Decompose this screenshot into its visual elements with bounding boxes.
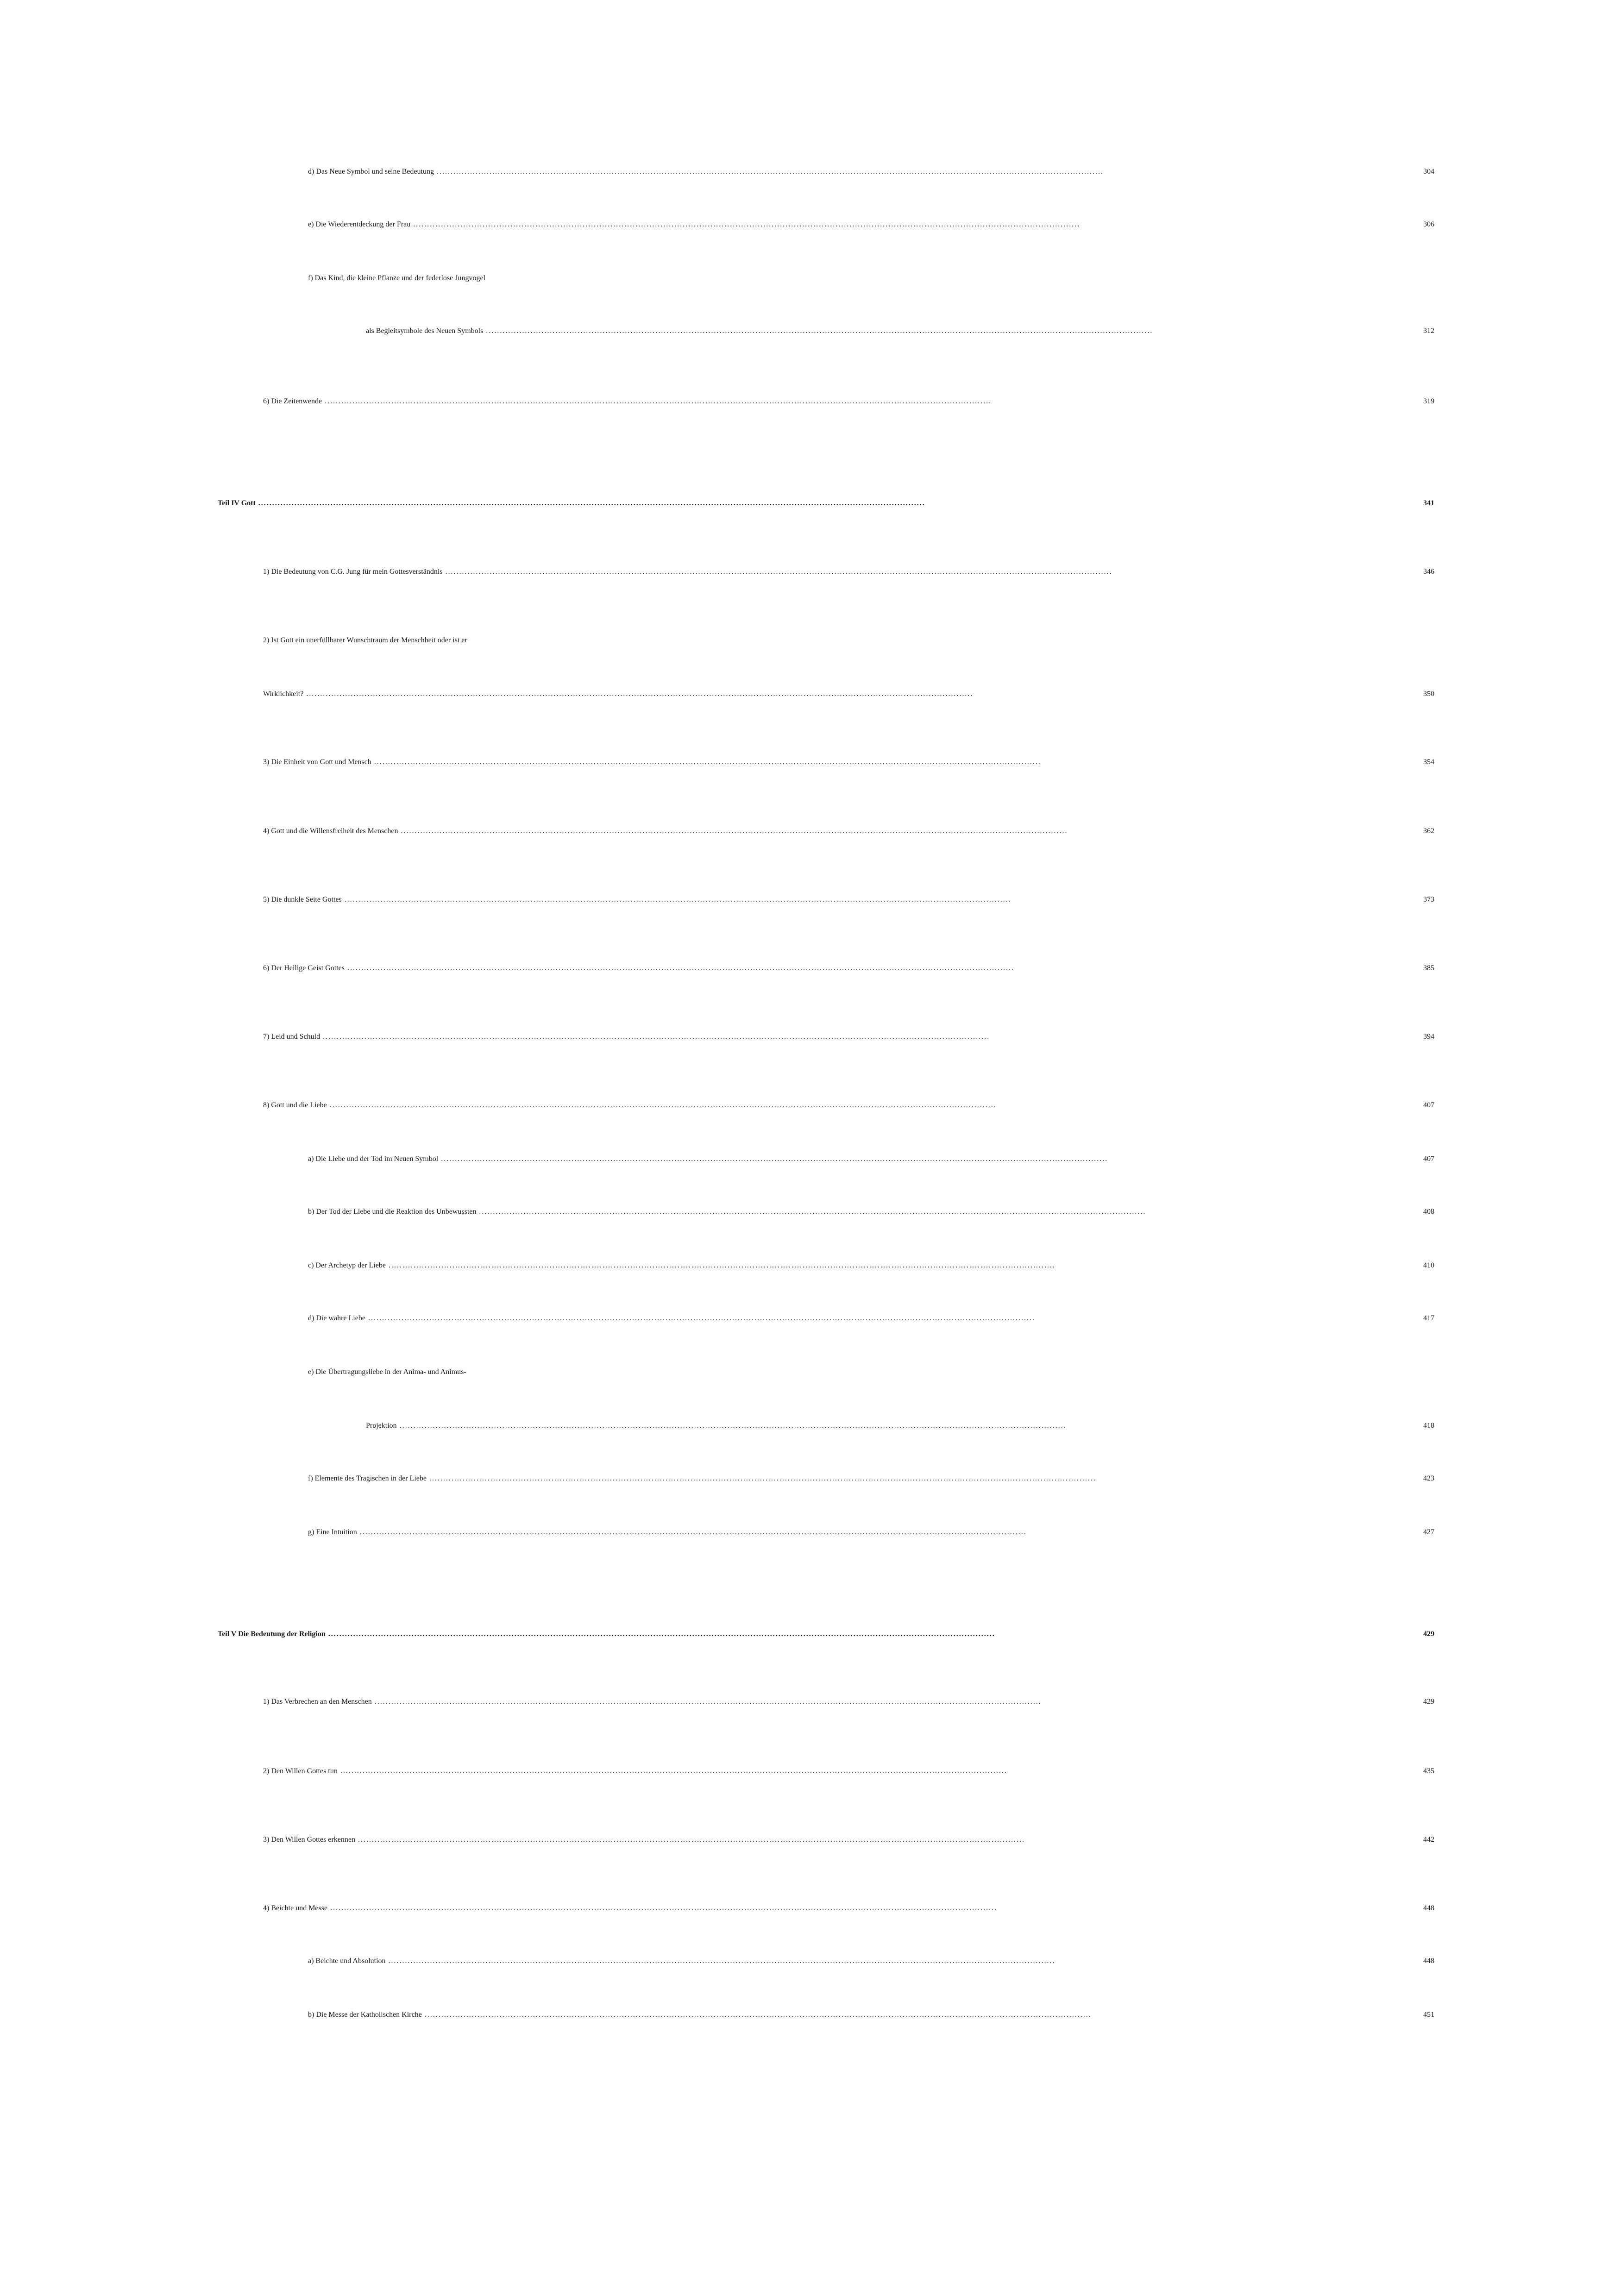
toc-entry-title: 1) Die Bedeutung von C.G. Jung für mein Gottesverständnis (263, 568, 443, 576)
toc-entry-subsection (366, 1422, 1434, 1430)
toc-entry-page: 394 (1423, 1033, 1434, 1041)
toc-entry-page: 407 (1423, 1101, 1434, 1109)
toc-entry-title: b) Die Messe der Katholischen Kirche (308, 2011, 422, 2019)
toc-entry-page: 451 (1423, 2011, 1434, 2019)
toc-entry-title: 4) Beichte und Messe (263, 1904, 328, 1912)
toc-entry-title: f) Elemente des Tragischen in der Liebe (308, 1474, 427, 1482)
leader-dots (360, 1528, 1420, 1537)
leader-dots (441, 1155, 1420, 1163)
leader-dots (340, 1767, 1420, 1775)
toc-entry-page: 442 (1423, 1836, 1434, 1844)
toc-entry-title: 7) Leid und Schuld (263, 1033, 320, 1041)
toc-entry-page: 385 (1423, 964, 1434, 972)
toc-entry-title-line1: e) Die Übertragungsliebe in der Anima- und Animus- (308, 1368, 466, 1376)
leader-dots (429, 1474, 1420, 1483)
leader-dots (437, 168, 1420, 176)
leader-dots (400, 1422, 1420, 1430)
toc-entry-page: 350 (1423, 690, 1434, 698)
toc-entry-section (263, 964, 1434, 972)
leader-dots (323, 1033, 1420, 1041)
toc-entry-page: 429 (1423, 1630, 1434, 1638)
toc-entry-subsection (308, 220, 1434, 229)
toc-entry-page: 306 (1423, 220, 1434, 228)
leader-dots (325, 397, 1420, 406)
toc-entry-title: d) Die wahre Liebe (308, 1314, 365, 1322)
leader-dots (330, 1101, 1420, 1110)
leader-dots (374, 758, 1420, 766)
toc-entry-subsection (308, 1957, 1434, 1965)
leader-dots (306, 690, 1420, 698)
toc-entry-subsection (366, 327, 1434, 335)
toc-entry-title: 6) Die Zeitenwende (263, 397, 322, 405)
toc-entry-subsection (308, 1314, 1434, 1323)
toc-entry-title: c) Der Archetyp der Liebe (308, 1261, 386, 1269)
toc-entry-title: 5) Die dunkle Seite Gottes (263, 896, 342, 903)
toc-entry-page: 429 (1423, 1698, 1434, 1706)
toc-entry-section (263, 1101, 1434, 1110)
toc-entry-page: 408 (1423, 1208, 1434, 1216)
toc-entry-title: als Begleitsymbole des Neuen Symbols (366, 327, 484, 335)
toc-entry-page: 417 (1423, 1314, 1434, 1322)
toc-entry-page: 427 (1423, 1528, 1434, 1536)
leader-dots (486, 327, 1420, 335)
toc-entry-page: 312 (1423, 327, 1434, 335)
toc-entry-section (263, 397, 1434, 406)
toc-entry-title: 6) Der Heilige Geist Gottes (263, 964, 345, 972)
toc-entry-page: 341 (1423, 499, 1434, 507)
toc-entry-section (263, 690, 1434, 698)
toc-entry-section (263, 1033, 1434, 1041)
toc-entry-section (263, 758, 1434, 766)
toc-entry-page: 304 (1423, 168, 1434, 176)
leader-dots (258, 499, 1420, 508)
toc-entry-subsection (308, 168, 1434, 176)
toc-entry-section (263, 1698, 1434, 1706)
leader-dots (425, 2011, 1420, 2019)
toc-entry-title: Projektion (366, 1422, 397, 1430)
toc-entry-page: 418 (1423, 1422, 1434, 1430)
toc-entry-title: d) Das Neue Symbol und seine Bedeutung (308, 168, 434, 176)
leader-dots (330, 1904, 1420, 1913)
toc-entry-subsection (308, 1528, 1434, 1537)
leader-dots (375, 1698, 1420, 1706)
toc-entry-subsection (308, 1208, 1434, 1216)
toc-entry-part (218, 1630, 1434, 1638)
toc-entry-page: 373 (1423, 896, 1434, 903)
toc-entry-title: Wirklichkeit? (263, 690, 304, 698)
leader-dots (401, 827, 1420, 835)
toc-entry-title: Teil V Die Bedeutung der Religion (218, 1630, 326, 1638)
toc-entry-title: e) Die Wiederentdeckung der Frau (308, 220, 411, 228)
toc-entry-title: 3) Den Willen Gottes erkennen (263, 1836, 355, 1844)
toc-entry-title: 1) Das Verbrechen an den Menschen (263, 1698, 372, 1706)
toc-entry-section (263, 568, 1434, 576)
leader-dots (389, 1261, 1420, 1270)
toc-entry-title: a) Die Liebe und der Tod im Neuen Symbol (308, 1155, 439, 1163)
toc-entry-title: 3) Die Einheit von Gott und Mensch (263, 758, 371, 766)
toc-entry-subsection (308, 2011, 1434, 2019)
leader-dots (446, 568, 1421, 576)
toc-entry-part (218, 499, 1434, 508)
toc-entry-subsection (308, 1474, 1434, 1483)
toc-entry-section (263, 896, 1434, 904)
toc-entry-title: Teil IV Gott (218, 499, 256, 507)
toc-entry-section (263, 1836, 1434, 1844)
toc-entry-page: 435 (1423, 1767, 1434, 1775)
toc-entry-page: 407 (1423, 1155, 1434, 1163)
toc-entry-title: 4) Gott und die Willensfreiheit des Menschen (263, 827, 398, 835)
toc-entry-page: 448 (1423, 1904, 1434, 1912)
toc-entry-title: g) Eine Intuition (308, 1528, 357, 1536)
toc-entry-page: 346 (1423, 568, 1434, 576)
toc-entry-title-line1: 2) Ist Gott ein unerfüllbarer Wunschtraum der Menschheit oder ist er (263, 636, 467, 644)
leader-dots (358, 1836, 1420, 1844)
leader-dots (368, 1314, 1420, 1323)
toc-entry-page: 423 (1423, 1474, 1434, 1482)
toc-entry-page: 319 (1423, 397, 1434, 405)
toc-entry-page: 410 (1423, 1261, 1434, 1269)
toc-entry-subsection (308, 1261, 1434, 1270)
leader-dots (479, 1208, 1420, 1216)
toc-entry-section (263, 827, 1434, 835)
toc-entry-page: 448 (1423, 1957, 1434, 1965)
toc-entry-title: a) Beichte und Absolution (308, 1957, 386, 1965)
leader-dots (347, 964, 1420, 972)
toc-entry-section (263, 1767, 1434, 1775)
toc-entry-section (263, 1904, 1434, 1913)
leader-dots (345, 896, 1420, 904)
toc-entry-page: 362 (1423, 827, 1434, 835)
toc-entry-title: 8) Gott und die Liebe (263, 1101, 327, 1109)
toc-entry-title: 2) Den Willen Gottes tun (263, 1767, 338, 1775)
toc-entry-title: b) Der Tod der Liebe und die Reaktion des Unbewussten (308, 1208, 477, 1216)
toc-entry-subsection (308, 1155, 1434, 1163)
leader-dots (413, 220, 1420, 229)
toc-entry-page: 354 (1423, 758, 1434, 766)
leader-dots (389, 1957, 1420, 1965)
toc-entry-title-line1: f) Das Kind, die kleine Pflanze und der federlose Jungvogel (308, 274, 485, 282)
leader-dots (328, 1630, 1420, 1638)
